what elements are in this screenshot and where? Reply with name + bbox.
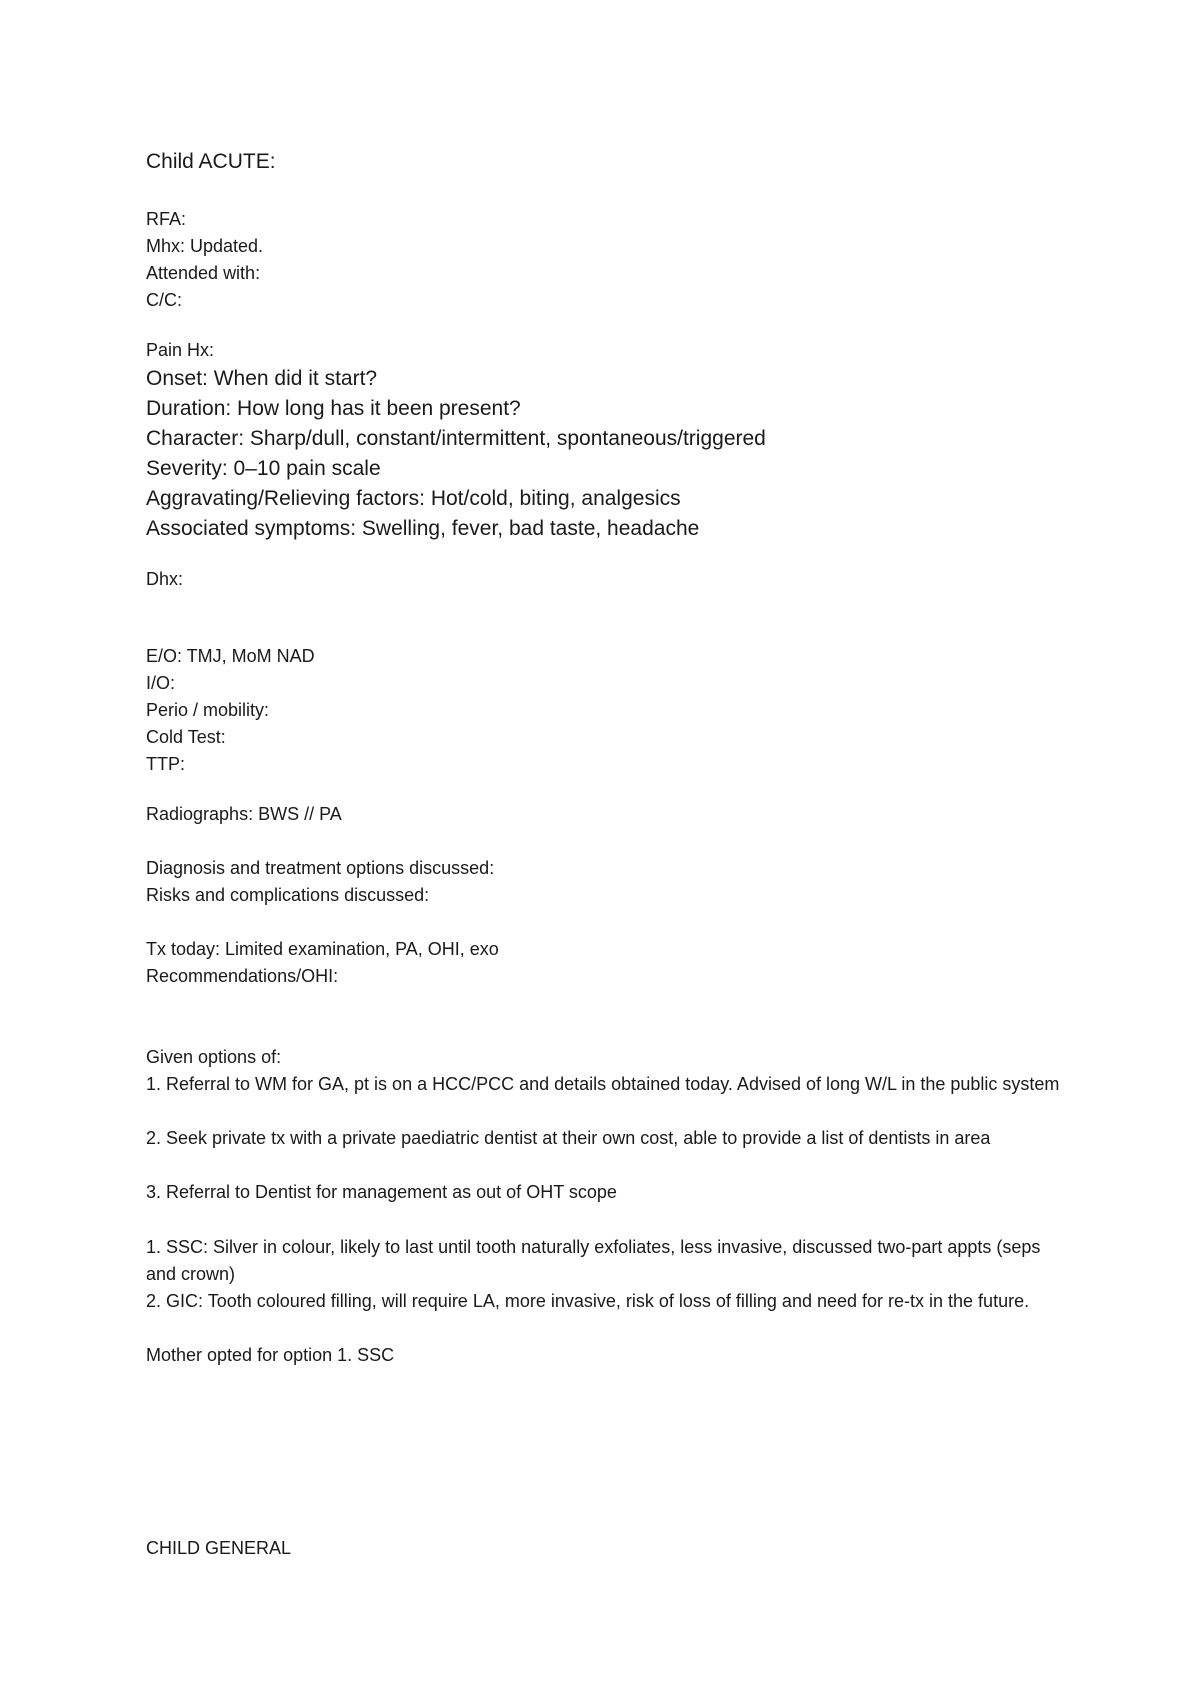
perio-mobility-field: Perio / mobility: <box>146 700 270 720</box>
extraoral-exam: E/O: TMJ, MoM NAD <box>146 646 315 666</box>
dental-history-field: Dhx: <box>146 569 184 589</box>
pain-aggravating-relieving: Aggravating/Relieving factors: Hot/cold, biting, analgesics <box>146 487 681 510</box>
document-title: Child ACUTE: <box>146 150 276 173</box>
intraoral-exam: I/O: <box>146 673 176 693</box>
ttp-field: TTP: <box>146 754 185 774</box>
pain-associated-symptoms: Associated symptoms: Swelling, fever, bad taste, headache <box>146 517 700 540</box>
recommendations-field: Recommendations/OHI: <box>146 966 339 986</box>
rfa-field: RFA: <box>146 209 187 229</box>
pain-onset: Onset: When did it start? <box>146 367 378 390</box>
pain-history-label: Pain Hx: <box>146 340 215 360</box>
risks-discussed: Risks and complications discussed: <box>146 885 430 905</box>
restoration-option-gic: 2. GIC: Tooth coloured filling, will require LA, more invasive, risk of loss of filling and need for re-tx in the future. <box>146 1291 1030 1311</box>
diagnosis-discussed: Diagnosis and treatment options discussed: <box>146 858 495 878</box>
next-section-heading: CHILD GENERAL <box>146 1538 292 1558</box>
mhx-field: Mhx: Updated. <box>146 236 264 256</box>
option-referral-dentist: 3. Referral to Dentist for management as out of OHT scope <box>146 1182 617 1202</box>
attended-with-field: Attended with: <box>146 263 261 283</box>
options-intro: Given options of: <box>146 1047 282 1067</box>
restoration-option-ssc: 1. SSC: Silver in colour, likely to last until tooth naturally exfoliates, less invasive, discussed two-part appts (seps and crown) <box>146 1237 1041 1284</box>
option-private-dentist: 2. Seek private tx with a private paediatric dentist at their own cost, able to provide a list of dentists in area <box>146 1128 991 1148</box>
radiographs-field: Radiographs: BWS // PA <box>146 804 342 824</box>
pain-severity: Severity: 0–10 pain scale <box>146 457 381 480</box>
treatment-today: Tx today: Limited examination, PA, OHI, exo <box>146 939 499 959</box>
patient-choice: Mother opted for option 1. SSC <box>146 1345 395 1365</box>
cold-test-field: Cold Test: <box>146 727 226 747</box>
pain-character: Character: Sharp/dull, constant/intermittent, spontaneous/triggered <box>146 427 766 450</box>
chief-complaint-field: C/C: <box>146 290 182 310</box>
pain-duration: Duration: How long has it been present? <box>146 397 521 420</box>
option-referral-ga: 1. Referral to WM for GA, pt is on a HCC/PCC and details obtained today. Advised of long W/L in the public system <box>146 1074 1060 1094</box>
